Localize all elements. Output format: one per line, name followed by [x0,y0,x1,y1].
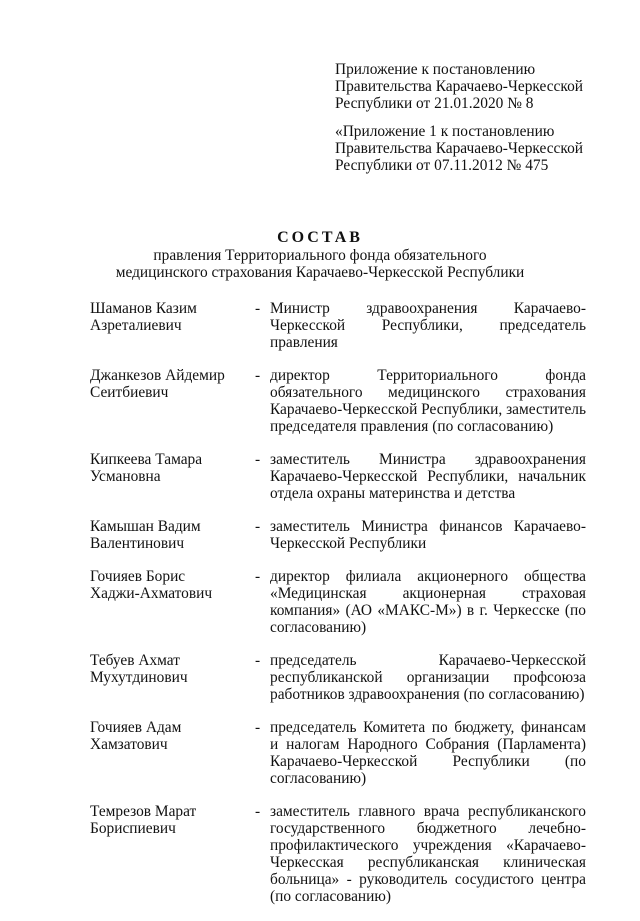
member-role: председатель Карачаево-Черкесской республиканской организации профсоюза работников здравоохранения (по согласованию) [270,652,586,703]
appendix-line: Правительства Карачаево-Черкесской [335,140,584,157]
document-subtitle-line: правления Территориального фонда обязательного [153,247,487,264]
member-row [90,803,586,905]
member-row [90,719,586,787]
dash-separator: - [255,518,261,535]
member-row [90,300,586,351]
member-row [90,568,586,636]
member-patronymic: Мухутдинович [90,669,188,686]
appendix-line: Республики от 07.11.2012 № 475 [335,157,549,174]
member-name-line: Гочияев Адам [90,719,182,736]
dash-separator: - [255,300,261,317]
member-name [90,300,255,334]
document-subtitle-line: медицинского страхования Карачаево-Черкесской Республики [115,264,525,281]
member-name [90,719,255,753]
member-name-line: Кипкеева Тамара [90,451,203,468]
appendix-line: Республики от 21.01.2020 № 8 [335,95,534,112]
member-row [90,367,586,435]
member-patronymic: Хамзатович [90,736,168,753]
member-name [90,568,255,602]
member-name-line: Камышан Вадим [90,518,201,535]
dash-separator: - [255,652,261,669]
member-role: председатель Комитета по бюджету, финансам и налогам Народного Собрания (Парламента) Карачаево-Черкесской Республики (по согласованию) [270,719,586,787]
dash-separator: - [255,451,261,468]
member-role: заместитель Министра здравоохранения Карачаево-Черкесской Республики, начальник отдела охраны материнства и детства [270,451,586,502]
member-name-line: Темрезов Марат [90,803,197,820]
dash-separator: - [255,367,261,384]
member-name [90,367,255,401]
member-role: заместитель главного врача республиканского государственного бюджетного лечебно-профилактического учреждения «Карачаево-Черкесская республиканская клиническая больница» - руководитель сосудистого центра (по согласованию) [270,803,586,905]
appendix-reference [335,61,605,112]
document-title-block [0,229,640,281]
member-name [90,451,255,485]
member-name-line: Гочияев Борис [90,568,186,585]
member-role: Министр здравоохранения Карачаево-Черкесской Республики, председатель правления [270,300,586,351]
appendix-line: «Приложение 1 к постановлению [335,123,555,140]
member-patronymic: Азреталиевич [90,317,182,334]
member-role: заместитель Министра финансов Карачаево-Черкесской Республики [270,518,586,552]
member-name-line: Тебуев Ахмат [90,652,180,669]
member-patronymic: Бориспиевич [90,820,176,837]
dash-separator: - [255,803,261,820]
member-role: директор филиала акционерного общества «Медицинская акционерная страховая компания» (АО «МАКС-М») в г. Черкесске (по согласованию) [270,568,586,636]
appendix-line: Правительства Карачаево-Черкесской [335,78,584,95]
member-patronymic: Сеитбиевич [90,384,169,401]
board-members-list [90,300,586,921]
member-row [90,652,586,703]
dash-separator: - [255,568,261,585]
appendix-line: Приложение к постановлению [335,61,536,78]
member-name [90,518,255,552]
member-name [90,803,255,837]
document-title: СОСТАВ [277,229,363,246]
member-row [90,518,586,552]
dash-separator: - [255,719,261,736]
member-role: директор Территориального фонда обязательного медицинского страхования Карачаево-Черкесской Республики, заместитель председателя правления (по согласованию) [270,367,586,435]
member-name-line: Шаманов Казим [90,300,197,317]
member-name-line: Джанкезов Айдемир [90,367,225,384]
member-patronymic: Усмановна [90,468,161,485]
member-name [90,652,255,686]
previous-appendix-reference [335,123,605,174]
member-row [90,451,586,502]
member-patronymic: Хаджи-Ахматович [90,585,213,602]
member-patronymic: Валентинович [90,535,185,552]
